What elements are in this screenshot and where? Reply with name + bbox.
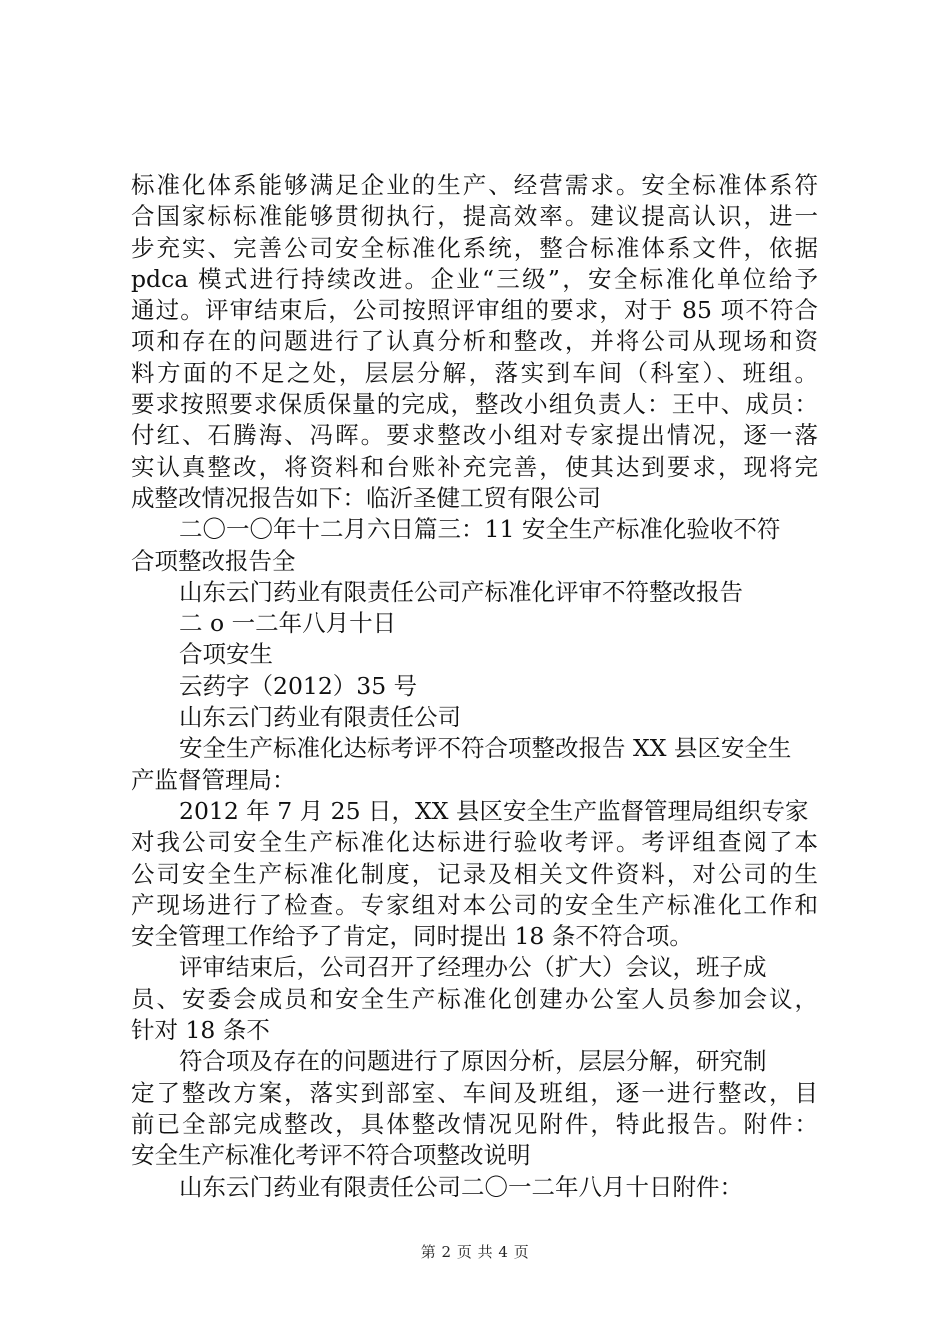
text-line: 公司安全生产标准化制度，记录及相关文件资料，对公司的生: [131, 859, 818, 888]
text-line: 步充实、完善公司安全标准化系统，整合标准体系文件，依据: [131, 233, 818, 262]
body-text: [131, 170, 831, 1203]
text-line: 二 o 一二年八月十日: [179, 609, 397, 638]
text-line: 安全生产标准化达标考评不符合项整改报告 XX 县区安全生: [179, 734, 792, 763]
text-line: 合项安生: [179, 640, 273, 669]
text-line: 安全生产标准化考评不符合项整改说明: [131, 1141, 531, 1170]
text-line: 产现场进行了检查。专家组对本公司的安全生产标准化工作和: [131, 890, 818, 919]
text-line: 合国家标标准能够贯彻执行，提高效率。建议提高认识，进一: [131, 202, 818, 231]
text-line: 成整改情况报告如下：临沂圣健工贸有限公司: [131, 483, 601, 512]
text-line: 定了整改方案，落实到部室、车间及班组，逐一进行整改，目: [131, 1078, 818, 1107]
text-line: 产监督管理局：: [131, 765, 296, 794]
page-footer: 第 2 页 共 4 页: [420, 1243, 530, 1261]
text-line: 评审结束后，公司召开了经理办公（扩大）会议，班子成: [179, 953, 767, 982]
text-line: pdca 模式进行持续改进。企业“三级”，安全标准化单位给予: [131, 264, 818, 293]
text-line: 对我公司安全生产标准化达标进行验收考评。考评组查阅了本: [131, 828, 818, 857]
text-line: 前已全部完成整改，具体整改情况见附件，特此报告。附件：: [131, 1109, 818, 1138]
text-line: 料方面的不足之处，层层分解，落实到车间（科室）、班组。: [131, 358, 818, 387]
text-line: 实认真整改，将资料和台账补充完善，使其达到要求，现将完: [131, 452, 818, 481]
text-line: 要求按照要求保质保量的完成，整改小组负责人：王中、成员：: [131, 390, 818, 419]
text-line: 山东云门药业有限责任公司: [179, 703, 461, 732]
text-line: 标准化体系能够满足企业的生产、经营需求。安全标准体系符: [131, 171, 818, 199]
text-line: 二〇一〇年十二月六日篇三：11 安全生产标准化验收不符: [179, 515, 781, 544]
text-line: 山东云门药业有限责任公司产标准化评审不符整改报告: [179, 577, 743, 606]
text-line: 安全管理工作给予了肯定，同时提出 18 条不符合项。: [131, 922, 693, 951]
text-line: 云药字（2012）35 号: [179, 671, 418, 700]
text-line: 通过。评审结束后，公司按照评审组的要求，对于 85 项不符合: [131, 296, 818, 325]
text-line: 针对 18 条不: [131, 1016, 270, 1045]
text-line: 付红、石腾海、冯晖。要求整改小组对专家提出情况，逐一落: [131, 421, 818, 450]
text-line: 项和存在的问题进行了认真分析和整改，并将公司从现场和资: [131, 327, 818, 356]
text-line: 2012 年 7 月 25 日，XX 县区安全生产监督管理局组织专家: [179, 796, 809, 825]
text-line: 符合项及存在的问题进行了原因分析，层层分解，研究制: [179, 1047, 767, 1076]
text-line: 山东云门药业有限责任公司二〇一二年八月十日附件：: [179, 1172, 743, 1201]
text-line: 合项整改报告全: [131, 546, 296, 575]
text-line: 员、安委会成员和安全生产标准化创建办公室人员参加会议，: [131, 984, 818, 1013]
